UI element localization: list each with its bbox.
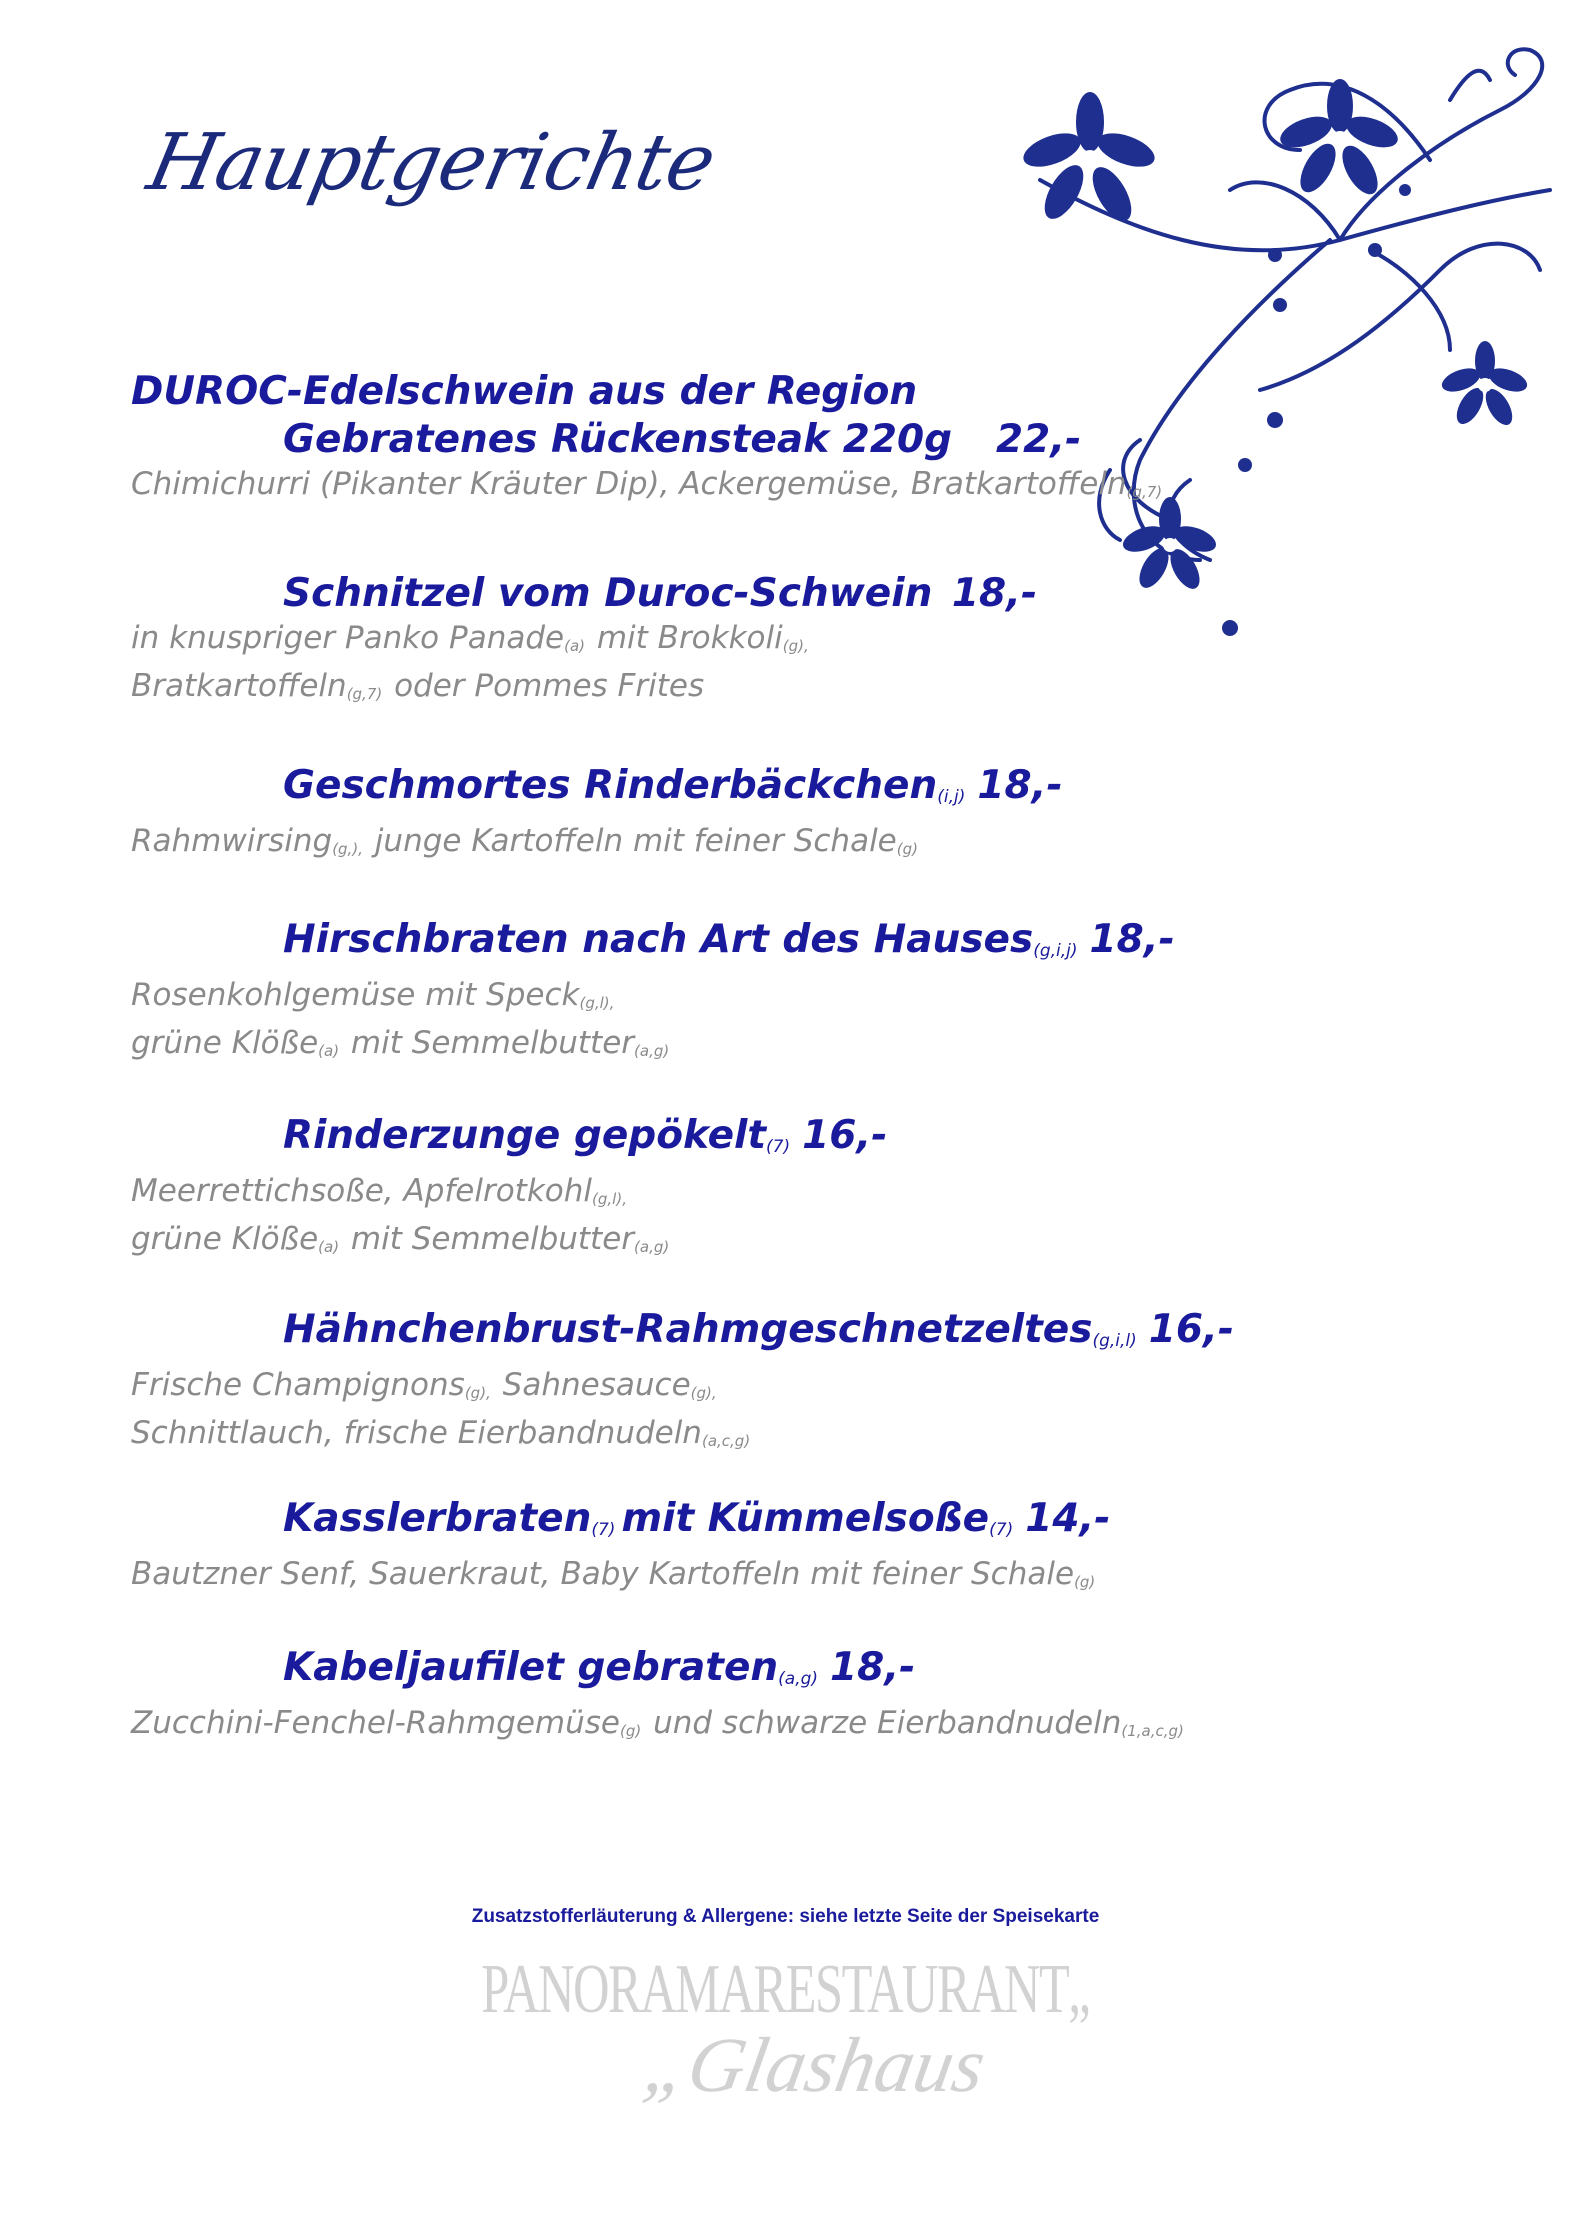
logo-line-2: „Glashaus (638, 2021, 993, 2108)
desc-text: Chimichurri (Pikanter Kräuter Dip), Ackergemüse, Bratkartoffeln (131, 466, 1127, 502)
dish-description (0, 975, 1250, 1023)
restaurant-logo (0, 1950, 1571, 2110)
allergen-code: (1,a,c,g) (1121, 1722, 1184, 1740)
desc-text: mit Semmelbutter (341, 1025, 635, 1061)
dish-description (0, 666, 1250, 714)
dish-item (0, 916, 1250, 1071)
allergen-code: (a,c,g) (701, 1432, 751, 1450)
dish-name-text: Rinderzunge gepökelt (283, 1113, 767, 1158)
dish-item (0, 1495, 1250, 1602)
dish-name-text: Geschmortes Rinderbäckchen (283, 763, 938, 808)
dish-name (0, 916, 1250, 975)
allergen-code: (g,7) (346, 685, 383, 703)
dish-name-text: Kasslerbraten (283, 1496, 592, 1541)
desc-text: mit Semmelbutter (341, 1221, 635, 1257)
dish-description (0, 1219, 1250, 1267)
allergen-code: (7) (766, 1137, 791, 1157)
dish-price: 18,- (951, 571, 1038, 616)
dish-name-text: mit Kümmelsoße (621, 1496, 990, 1541)
dish-name (0, 1495, 1250, 1554)
dish-name (0, 1112, 1250, 1171)
allergen-code: (g,i,j) (1033, 941, 1078, 961)
desc-text: junge Kartoffeln mit feiner Schale (364, 823, 897, 859)
dish-price: 22,- (996, 417, 1082, 462)
dish-name (0, 570, 1250, 618)
dish-name (0, 416, 1250, 464)
allergen-code: (a,g) (634, 1042, 670, 1060)
dish-description (0, 1554, 1250, 1602)
dish-price: 14,- (1025, 1496, 1111, 1541)
allergen-note: Zusatzstofferläuterung & Allergene: siehe letzte Seite der Speisekarte (471, 1906, 1100, 1927)
allergen-code: (g), (464, 1384, 491, 1402)
dish-description (0, 464, 1250, 512)
desc-text: Schnittlauch, frische Eierbandnudeln (131, 1415, 702, 1451)
desc-text: Sahnesauce (492, 1367, 691, 1403)
dish-name-text: Schnitzel vom Duroc-Schwein (283, 571, 933, 616)
dish-item (0, 1644, 1250, 1751)
dish-description (0, 1365, 1250, 1413)
dish-name (0, 762, 1250, 821)
dish-item (0, 762, 1250, 869)
page-title: Hauptgerichte (140, 118, 723, 208)
dish-price: 16,- (802, 1113, 888, 1158)
allergen-code: (g,l), (592, 1190, 627, 1208)
desc-text: grüne Klöße (131, 1025, 319, 1061)
dish-item (0, 368, 1250, 512)
allergen-code: (i,j) (937, 787, 966, 807)
allergen-code: (7) (989, 1520, 1014, 1540)
dish-heading: DUROC-Edelschwein aus der Region (131, 369, 918, 414)
desc-text: Zucchini-Fenchel-Rahmgemüse (131, 1705, 620, 1741)
logo-line-1: PANORAMARESTAURANT„ (481, 1951, 1090, 2028)
allergen-code: (g) (1074, 1573, 1096, 1591)
allergen-code: (a) (564, 637, 585, 655)
desc-text: Rahmwirsing (131, 823, 333, 859)
dish-description (0, 1703, 1250, 1751)
allergen-code: (g,i,l) (1092, 1331, 1137, 1351)
dish-price: 18,- (1089, 917, 1175, 962)
desc-text: Rosenkohlgemüse mit Speck (131, 977, 580, 1013)
dish-description (0, 1171, 1250, 1219)
desc-text: grüne Klöße (131, 1221, 319, 1257)
dish-item (0, 570, 1250, 714)
desc-text: Bautzner Senf, Sauerkraut, Baby Kartoffeln mit feiner Schale (131, 1556, 1075, 1592)
allergen-code: (a) (318, 1042, 340, 1060)
floral-ornament-icon (1010, 40, 1570, 640)
allergen-code: (a,g) (634, 1238, 670, 1256)
allergen-code: (g), (782, 637, 809, 655)
desc-text: Bratkartoffeln (131, 668, 347, 704)
allergen-code: (g,l), (579, 994, 615, 1012)
allergen-code: (g) (896, 840, 918, 858)
dish-description (0, 618, 1250, 666)
desc-text: und schwarze Eierbandnudeln (643, 1705, 1122, 1741)
desc-text: Frische Champignons (131, 1367, 465, 1403)
dish-price: 18,- (830, 1645, 916, 1690)
desc-text: mit Brokkoli (587, 620, 783, 656)
dish-name (0, 1306, 1250, 1365)
dish-description (0, 821, 1250, 869)
dish-name (0, 1644, 1250, 1703)
allergen-code: (g,), (332, 840, 363, 858)
desc-text: in knuspriger Panko Panade (131, 620, 565, 656)
desc-text: oder Pommes Frites (384, 668, 705, 704)
dish-item (0, 1112, 1250, 1267)
allergen-code: (g,7) (1126, 483, 1163, 501)
dish-price: 16,- (1148, 1307, 1235, 1352)
dish-description (0, 1413, 1250, 1461)
allergen-code: (a,g) (778, 1669, 819, 1689)
dish-name-text: Gebratenes Rückensteak 220g (283, 417, 953, 462)
allergen-code: (7) (591, 1520, 616, 1540)
dish-name-text: Hähnchenbrust-Rahmgeschnetzeltes (283, 1307, 1093, 1352)
dish-item (0, 1306, 1250, 1461)
dish-name-text: Hirschbraten nach Art des Hauses (283, 917, 1034, 962)
dish-description (0, 1023, 1250, 1071)
dish-price: 18,- (977, 763, 1063, 808)
dish-name-text: Kabeljaufilet gebraten (283, 1645, 779, 1690)
desc-text: Meerrettichsoße, Apfelrotkohl (131, 1173, 593, 1209)
allergen-code: (a) (318, 1238, 340, 1256)
allergen-code: (g) (620, 1722, 642, 1740)
allergen-code: (g), (690, 1384, 717, 1402)
